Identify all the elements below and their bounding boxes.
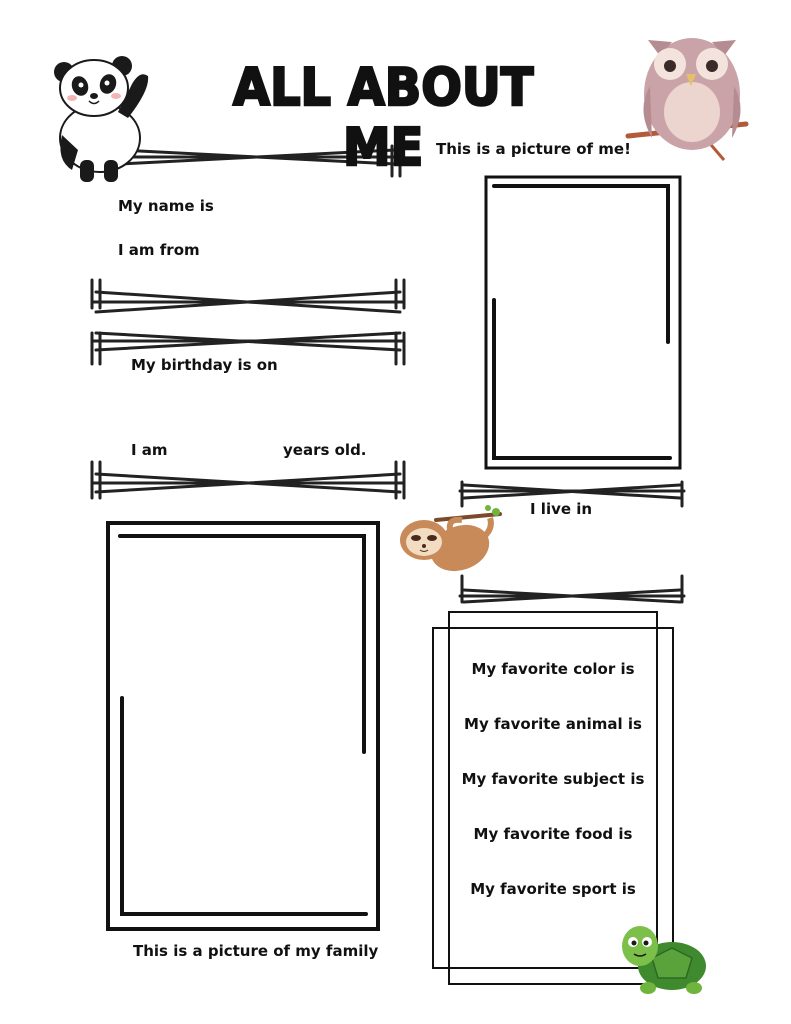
favorite-food-label: My favorite food is: [473, 825, 633, 843]
picture-of-me-caption: This is a picture of me!: [436, 140, 631, 158]
favorite-subject-label: My favorite subject is: [461, 770, 645, 788]
birthday-label: My birthday is on: [131, 356, 278, 374]
family-picture-frame: [108, 523, 378, 929]
family-caption: This is a picture of my family: [133, 942, 379, 960]
ribbon-divider: [460, 576, 684, 602]
live-in-label: I live in: [530, 500, 593, 518]
age-prefix-label: I am: [131, 441, 168, 459]
favorite-color-label: My favorite color is: [471, 660, 635, 678]
picture-of-me-frame: [486, 177, 680, 468]
age-suffix-label: years old.: [283, 441, 367, 459]
page-title: ALL ABOUT ME: [233, 58, 534, 178]
favorite-animal-label: My favorite animal is: [464, 715, 642, 733]
owl-icon: [628, 38, 746, 160]
from-label: I am from: [118, 241, 200, 259]
name-label: My name is: [118, 197, 214, 215]
favorites-list: [449, 660, 657, 935]
favorite-sport-label: My favorite sport is: [470, 880, 636, 898]
sloth-icon: [400, 505, 500, 579]
ribbon-divider: [92, 280, 404, 312]
ribbon-divider: [92, 462, 404, 498]
